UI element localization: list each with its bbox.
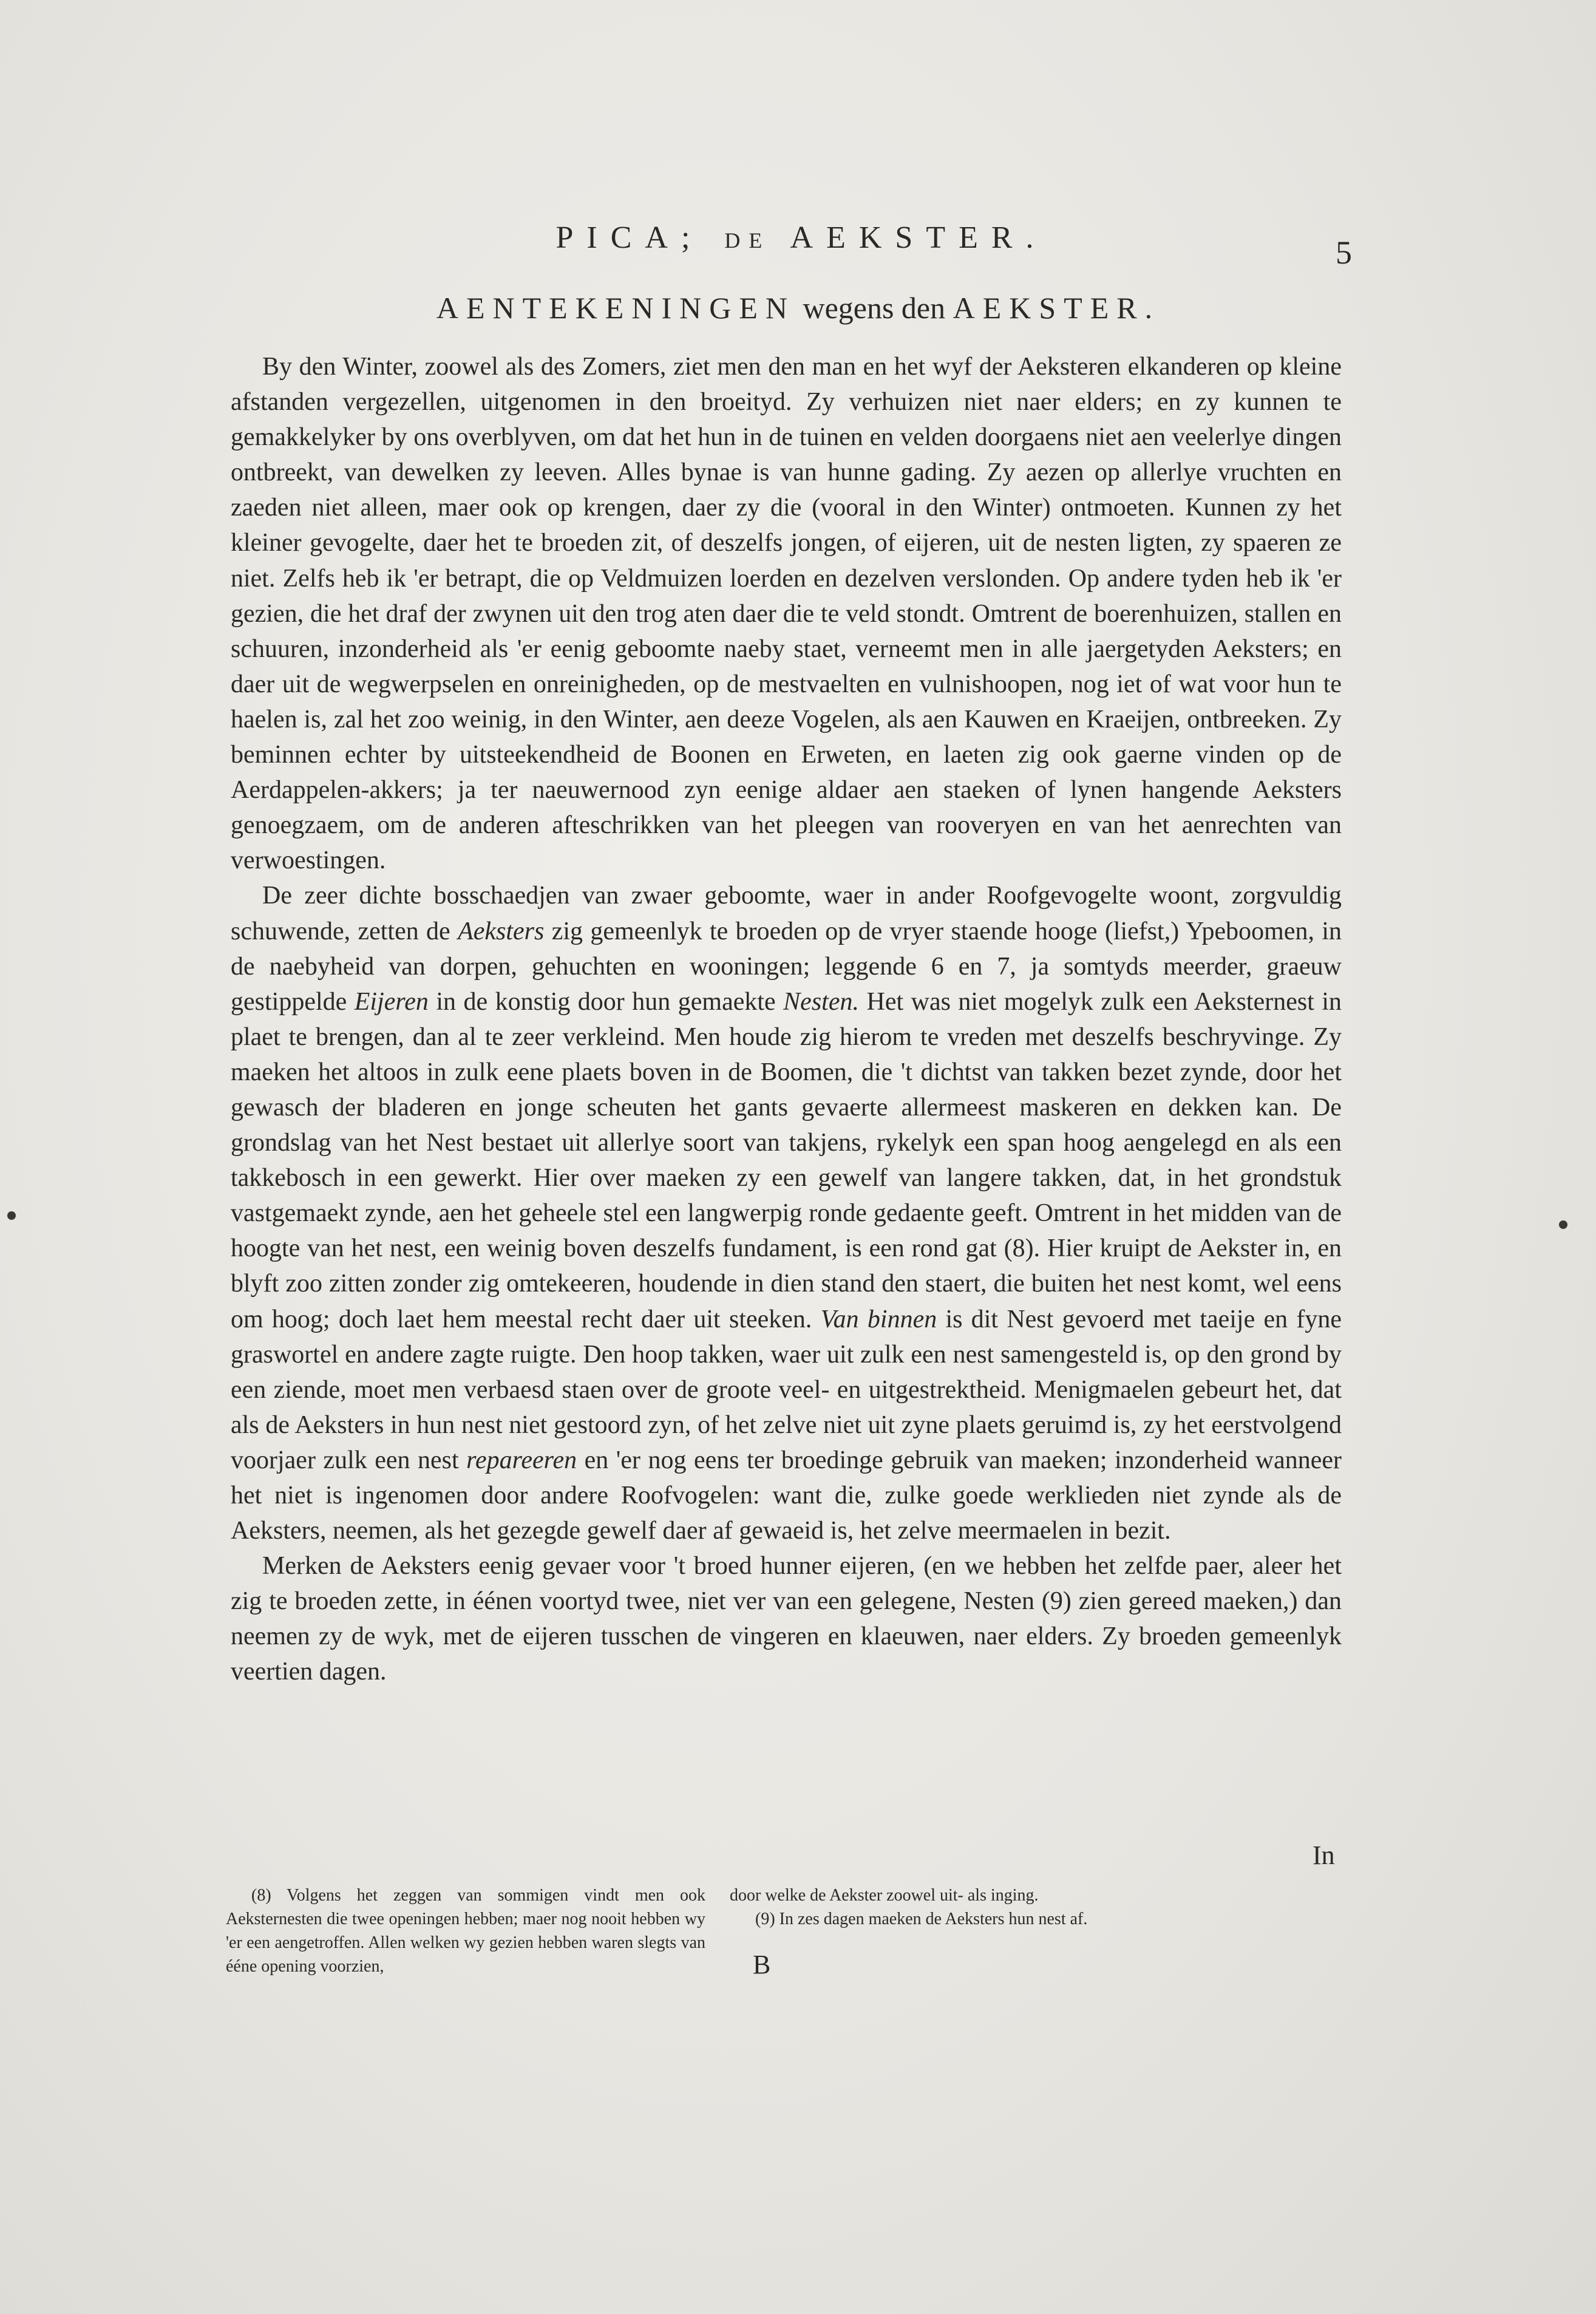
catchword: In: [1312, 1840, 1335, 1870]
page-edge-mark-right: [1559, 1220, 1567, 1229]
running-head: [461, 220, 1141, 256]
body-text: [231, 349, 1342, 1690]
running-head-article: DE: [724, 228, 771, 253]
page-edge-mark-left: [7, 1211, 16, 1220]
section-title-heading: AENTEKENINGEN: [436, 291, 795, 325]
footnote-column-right: [730, 1884, 1209, 1978]
running-head-title: PICA;: [555, 220, 704, 255]
section-title: [358, 290, 1238, 325]
running-head-subject: AEKSTER.: [790, 220, 1047, 255]
page-number: 5: [1336, 234, 1352, 271]
paragraph: By den Winter, zoowel als des Zomers, ziet men den man en het wyf der Aeksteren elkanderen op kleine afstanden vergezellen, uitgenomen in den broeityd. Zy verhuizen niet naer elders; en zy kunnen te gemakkelyker by ons overblyven, om dat het hun in de tuinen en velden doorgaens niet aen veelerlye dingen ontbreekt, van dewelken zy leeven. Alles bynae is van hunne gading. Zy aezen op allerlye vruchten en zaeden niet alleen, maer ook op krengen, daer zy die (vooral in den Winter) ontmoeten. Kunnen zy het kleiner gevogelte, daer het te broeden zit, of deszelfs jongen, of eijeren, uit de nesten ligten, zy spaeren ze niet. Zelfs heb ik 'er betrapt, die op Veldmuizen loerden en dezelven verslonden. Op andere tyden heb ik 'er gezien, die het draf der zwynen uit den trog aten daer die te veld stondt. Omtrent de boerenhuizen, stallen en schuuren, inzonderheid als 'er eenig geboomte naeby staet, verneemt men in alle jaergetyden Aeksters; en daer uit de wegwerpselen en onreinigheden, op de mestvaelten en vulnishoopen, nog iet of wat voor hun te haelen is, zal het zoo weinig, in den Winter, aen deeze Vogelen, als aen Kauwen en Kraeijen, ontbreeken. Zy beminnen echter by uitsteekendheid de Boonen en Erweten, en laeten zig ook gaerne vinden op de Aerdappelen-akkers; ja ter naeuwernood zyn eenige aldaer aen staeken of lynen hangende Aeksters genoegzaem, om de anderen afteschrikken van het pleegen van rooveryen en van het aenrechten van verwoestingen.: [231, 353, 1342, 875]
footnote-8: (8) Volgens het zeggen van sommigen vindt men ook Aeksternesten die twee openingen hebben; maer nog nooit hebben wy 'er een aengetroffen. Allen welken wy gezien hebben waren slegts van ééne opening voorzien,: [226, 1886, 705, 1976]
footnote-8-continued: door welke de Aekster zoowel uit- als inging.: [730, 1886, 1039, 1905]
section-title-subject: AEKSTER.: [953, 291, 1161, 325]
footnote-column-left: [226, 1884, 705, 1978]
paragraph: De zeer dichte bosschaedjen van zwaer geboomte, waer in ander Roofgevogelte woont, zorgvuldig schuwende, zetten de Aeksters zig gemeenlyk te broeden op de vryer staende hooge (liefst,) Ypeboomen, in de naebyheid van dorpen, gehuchten en wooningen; leggende 6 en 7, ja somtyds meerder, graeuw gestippelde Eijeren in de konstig door hun gemaekte Nesten. Het was niet mogelyk zulk een Aeksternest in plaet te brengen, dan al te zeer verkleind. Men houde zig hierom te vreden met deszelfs beschryvinge. Zy maeken het altoos in zulk eene plaets boven in de Boomen, die 't dichtst van takken bezet zynde, door het gewasch der bladeren en jonge scheuten het gants gevaerte allermeest maskeren en dekken kan. De grondslag van het Nest bestaet uit allerlye soort van takjens, rykelyk een span hoog aengelegd en als een takkebosch in een gewerkt. Hier over maeken zy een gewelf van langere takken, dat, in het grondstuk vastgemaekt zynde, aen het geheele stel een langwerpig ronde gedaente geeft. Omtrent in het midden van de hoogte van het nest, een weinig boven deszelfs fundament, is een rond gat (8). Hier kruipt de Aekster in, en blyft zoo zitten zonder zig omtekeeren, houdende in dien stand den staert, die buiten het nest komt, wel eens om hoog; doch laet hem meestal recht daer uit steeken. Van binnen is dit Nest gevoerd met taeije en fyne graswortel en andere zagte ruigte. Den hoop takken, waer uit zulk een nest samengesteld is, op den grond by een ziende, moet men verbaesd staen over de groote veel- en uitgestrektheid. Menigmaelen gebeurt het, dat als de Aeksters in hun nest niet gestoord zyn, of het zelve niet uit zyne plaets geruimd is, zy het eerstvolgend voorjaer zulk een nest repareeren en 'er nog eens ter broedinge gebruik van maeken; inzonderheid wanneer het niet is ingenomen door andere Roofvogelen: want die, zulke goede werklieden niet zynde als de Aeksters, neemen, als het gezegde gewelf daer af gewaeid is, het zelve meermaelen in bezit.: [231, 882, 1342, 1545]
footnote-9: (9) In zes dagen maeken de Aeksters hun nest af.: [755, 1910, 1088, 1928]
paragraph: Merken de Aeksters eenig gevaer voor 't broed hunner eijeren, (en we hebben het zelfde paer, aleer het zig te broeden zette, in éénen voortyd twee, niet ver van een gelegene, Nesten (9) zien gereed maeken,) dan neemen zy de wyk, met de eijeren tusschen de vingeren en klaeuwen, naer elders. Zy broeden gemeenlyk veertien dagen.: [231, 1552, 1342, 1686]
signature-mark: B: [753, 1950, 771, 1979]
footnotes: [226, 1884, 1209, 1978]
section-title-connector: wegens den: [803, 291, 946, 325]
